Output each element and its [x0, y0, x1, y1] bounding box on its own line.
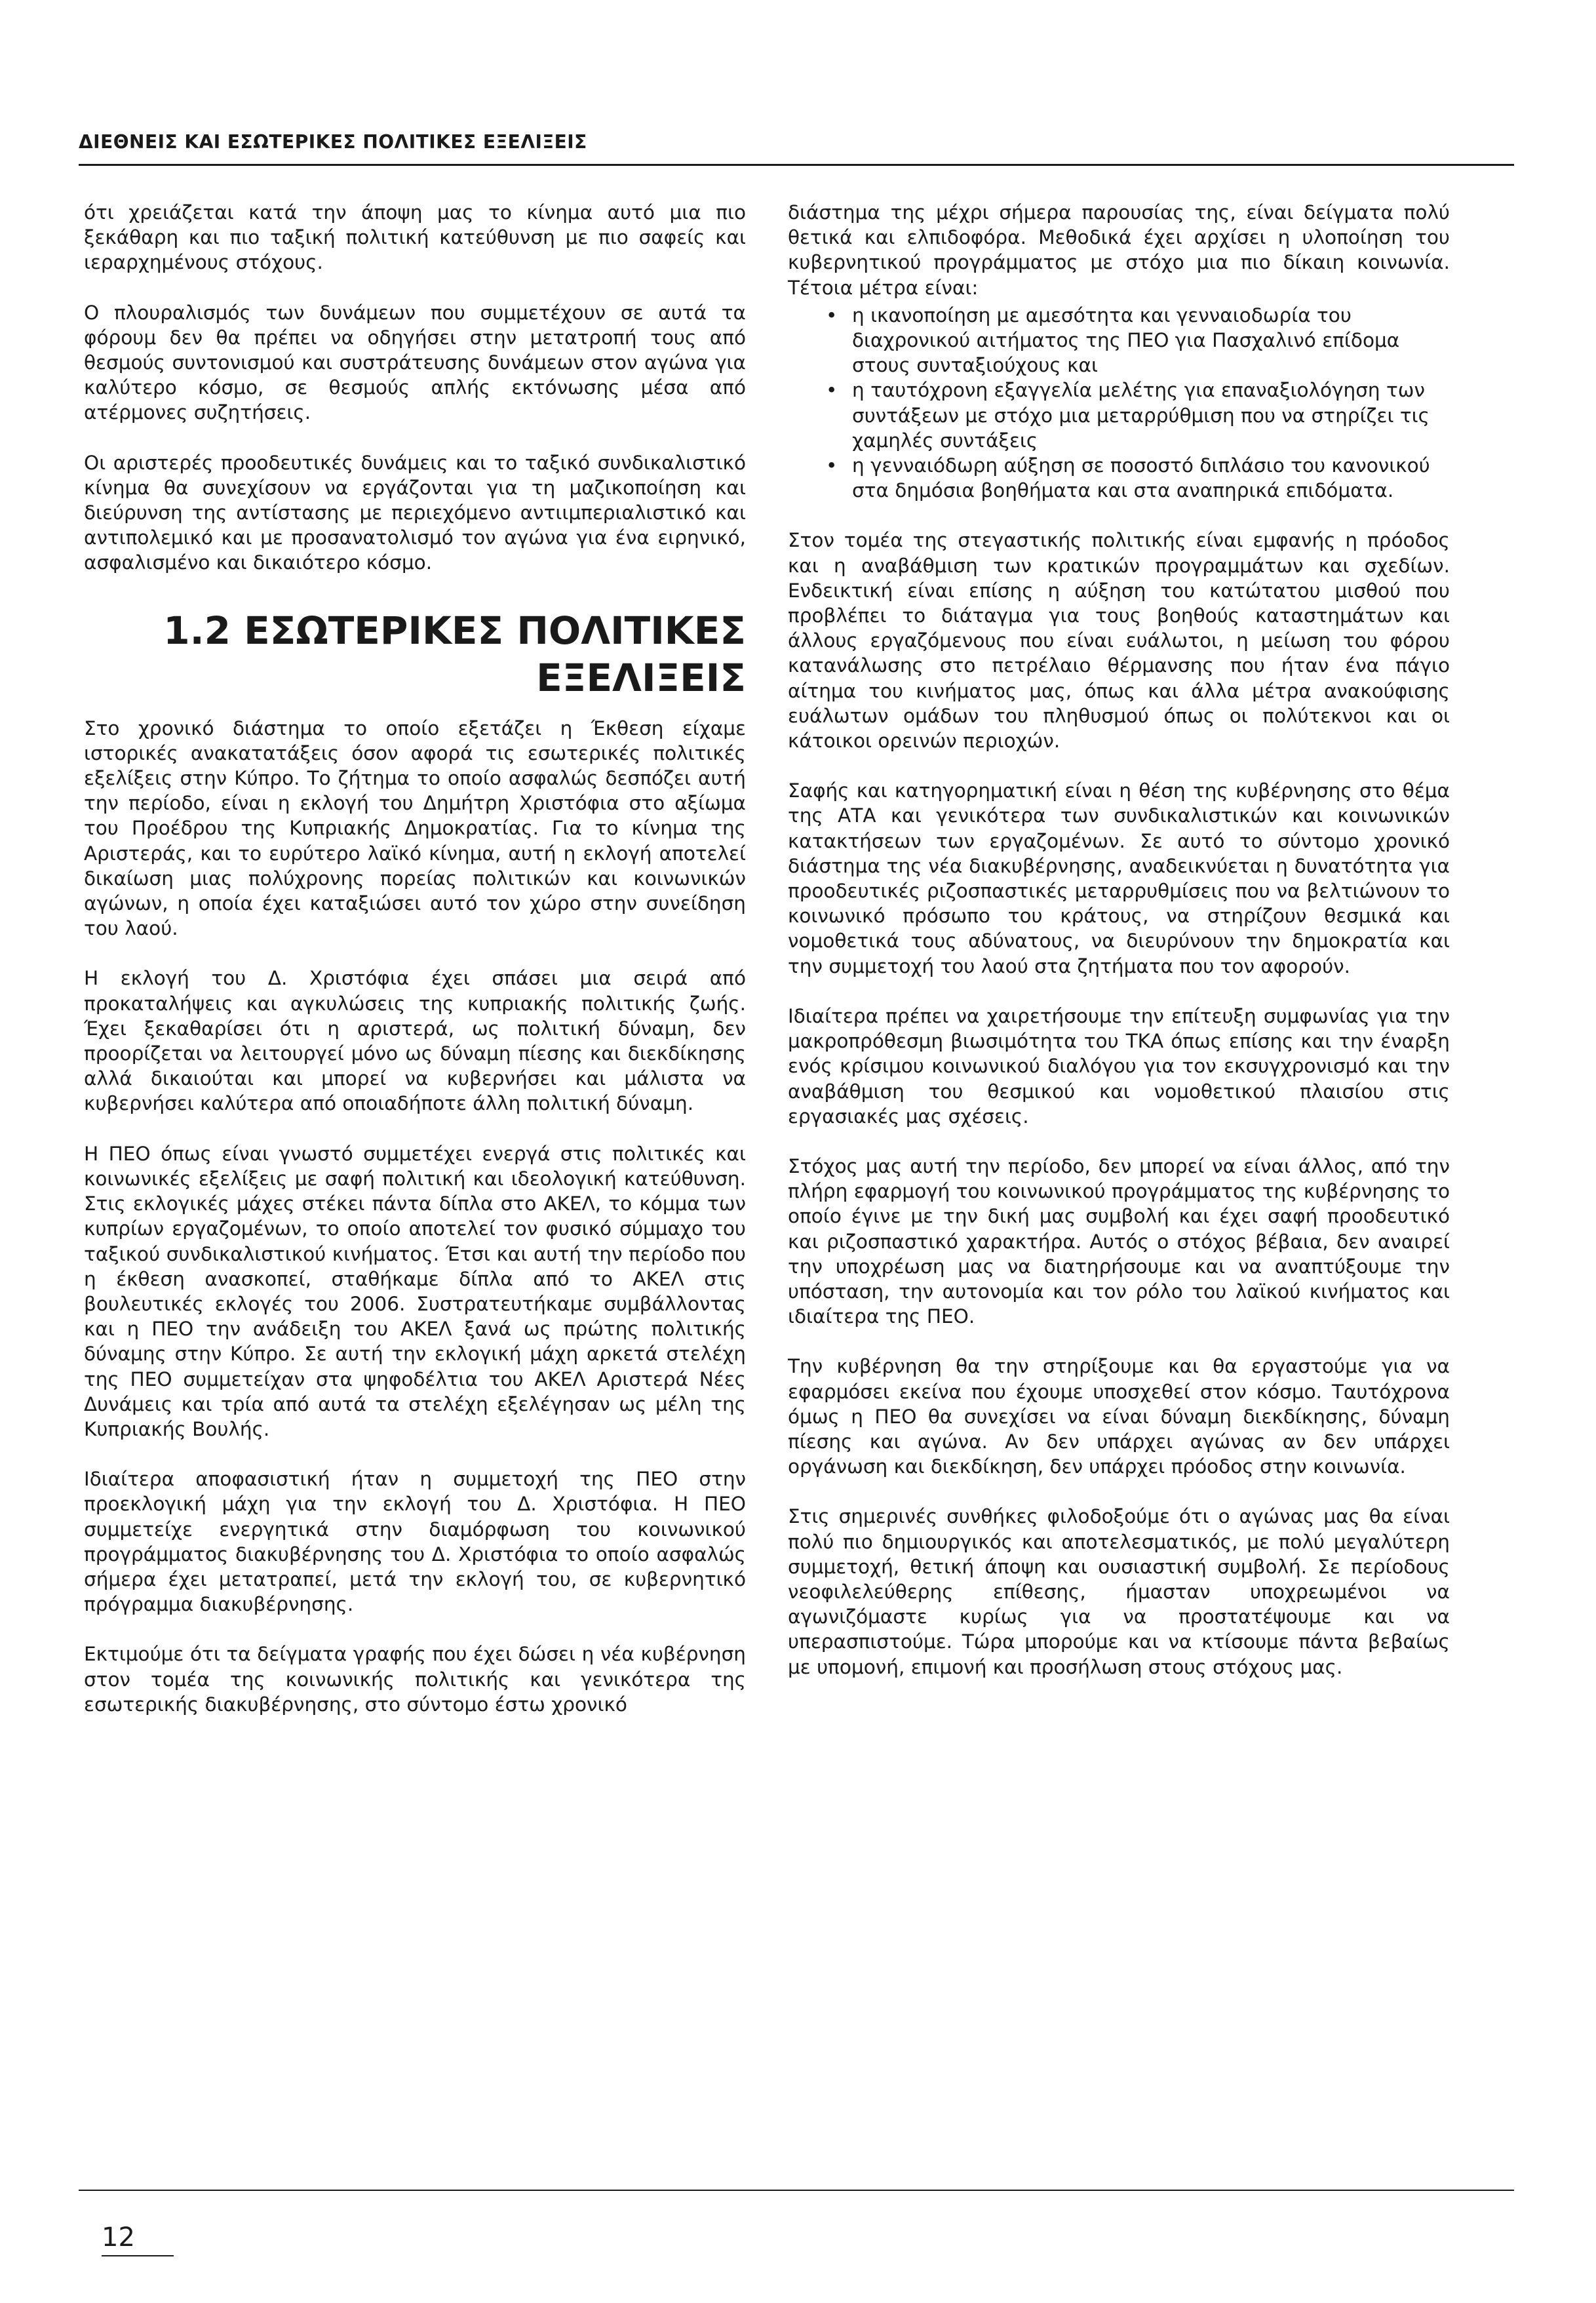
paragraph: Την κυβέρνηση θα την στηρίξουμε και θα εργαστούμε για να εφαρμόσει εκείνα που έχουμε υποσχεθεί στον κόσμο. Ταυτόχρονα όμως η ΠΕΟ θα συνεχίσει να είναι δύναμη διεκδίκησης, δύναμη πίεσης και αγώνα. Αν δεν υπάρχει αγώνας αν δεν υπάρχει οργάνωση και διεκδίκηση, δεν υπάρχει πρόοδος στην κοινωνία. — [788, 1355, 1450, 1478]
footer-rule — [79, 2190, 1514, 2191]
paragraph: Στο χρονικό διάστημα το οποίο εξετάζει η Έκθεση είχαμε ιστορικές ανακατατάξεις όσον αφορά τις εσωτερικές πολιτικές εξελίξεις στην Κύπρο. Το ζήτημα το οποίο ασφαλώς δεσπόζει αυτή την περίοδο, είναι η εκλογή του Δημήτρη Χριστόφια στο αξίωμα του Προέδρου της Κυπριακής Δημοκρατίας. Για το κίνημα της Αριστεράς, και το ευρύτερο λαϊκό κίνημα, αυτή η εκλογή αποτελεί δικαίωση μιας πολύχρονης πορείας πολιτικών και κοινωνικών αγώνων, η οποία έχει καταξιώσει αυτό τον χώρο στην συνείδηση του λαού. — [84, 717, 746, 940]
running-header: ΔΙΕΘΝΕΙΣ ΚΑΙ ΕΣΩΤΕΡΙΚΕΣ ΠΟΛΙΤΙΚΕΣ ΕΞΕΛΙΞΕΙΣ — [79, 131, 587, 153]
section-heading — [84, 607, 746, 701]
list-item: • η ικανοποίηση με αμεσότητα και γενναιοδωρία του διαχρονικού αιτήματος της ΠΕΟ για Πασχαλινό επίδομα στους συνταξιούχους και — [826, 303, 1450, 378]
list-item: • η γενναιόδωρη αύξηση σε ποσοστό διπλάσιο του κανονικού στα δημόσια βοηθήματα και στα αναπηρικά επιδόματα. — [826, 453, 1450, 503]
paragraph: Σαφής και κατηγορηματική είναι η θέση της κυβέρνησης στο θέμα της ΑΤΑ και γενικότερα των συνδικαλιστικών και κοινωνικών κατακτήσεων των εργαζομένων. Σε αυτό το σύντομο χρονικό διάστημα της νέα διακυβέρνησης, αναδεικνύεται η δυνατότητα για προοδευτικές ριζοσπαστικές μεταρρυθμίσεις που να βελτιώνουν το κοινωνικό πρόσωπο του κράτους, να στηρίζουν θεσμικά και νομοθετικά τους αδύνατους, να διευρύνουν την δημοκρατία και την συμμετοχή του λαού στα ζητήματα που τον αφορούν. — [788, 779, 1450, 977]
list-item: • η ταυτόχρονη εξαγγελία μελέτης για επαναξιολόγηση των συντάξεων με στόχο μια μεταρρύθμιση που να στηρίζει τις χαμηλές συντάξεις — [826, 378, 1450, 453]
paragraph: Στις σημερινές συνθήκες φιλοδοξούμε ότι ο αγώνας μας θα είναι πολύ πιο δημιουργικός και αποτελεσματικός, με πολύ μεγαλύτερη συμμετοχή, θετική άποψη και ουσιαστική συμβολή. Σε περίοδους νεοφιλελεύθερης επίθεσης, ήμασταν υποχρεωμένοι να αγωνιζόμαστε κυρίως για να προστατέψουμε και να υπερασπιστούμε. Τώρα μπορούμε και να κτίσουμε πάντα βεβαίως με υπομονή, επιμονή και προσήλωση στους στόχους μας. — [788, 1505, 1450, 1678]
paragraph: Η ΠΕΟ όπως είναι γνωστό συμμετέχει ενεργά στις πολιτικές και κοινωνικές εξελίξεις με σαφή πολιτική και ιδεολογική κατεύθυνση. Στις εκλογικές μάχες στέκει πάντα δίπλα στο ΑΚΕΛ, το κόμμα των κυπρίων εργαζομένων, το οποίο αποτελεί τον φυσικό σύμμαχο του ταξικού συνδικαλιστικού κινήματος. Έτσι και αυτή την περίοδο που η έκθεση ανασκοπεί, σταθήκαμε δίπλα από το ΑΚΕΛ στις βουλευτικές εκλογές του 2006. Συστρατευτήκαμε συμβάλλοντας και η ΠΕΟ την ανάδειξη του ΑΚΕΛ ξανά ως πρώτης πολιτικής δύναμης στην Κύπρο. Σε αυτή την εκλογική μάχη αρκετά στελέχη της ΠΕΟ συμμετείχαν στα ψηφοδέλτια του ΑΚΕΛ Αριστερά Νέες Δυνάμεις και τρία από αυτά τα στελέχη εξελέγησαν ως μέλη της Κυπριακής Βουλής. — [84, 1142, 746, 1440]
paragraph: Στόχος μας αυτή την περίοδο, δεν μπορεί να είναι άλλος, από την πλήρη εφαρμογή του κοινωνικού προγράμματος της κυβέρνησης το οποίο έγινε με την δική μας συμβολή και έχει σαφή προοδευτικό και ριζοσπαστικό χαρακτήρα. Αυτός ο στόχος βέβαια, δεν αναιρεί την υποχρέωση μας να διατηρήσουμε και να αναπτύξουμε την υπόσταση, την αυτονομία και τον ρόλο του λαϊκού κινήματος και ιδιαίτερα της ΠΕΟ. — [788, 1154, 1450, 1328]
header-rule — [79, 164, 1514, 166]
right-column — [788, 200, 1450, 1704]
paragraph: Στον τομέα της στεγαστικής πολιτικής είναι εμφανής η πρόοδος και η αναβάθμιση των κρατικών προγραμμάτων και σχεδίων. Ενδεικτική είναι επίσης η αύξηση του κατώτατου μισθού που προβλέπει το διάταγμα για τους βοηθούς καταστημάτων και άλλους εργαζόμενους που είναι ευάλωτοι, η μείωση του φόρου κατανάλωσης στο πετρέλαιο θέρμανσης που ήταν ένα πάγιο αίτημα του κινήματος μας, όπως και άλλα μέτρα ανακούφισης ευάλωτων ομάδων του πληθυσμού όπως οι πολύτεκνοι και οι κάτοικοι ορεινών περιοχών. — [788, 529, 1450, 753]
page-number: 12 — [102, 2222, 174, 2256]
measures-list — [788, 303, 1450, 503]
paragraph: Εκτιμούμε ότι τα δείγματα γραφής που έχει δώσει η νέα κυβέρνηση στον τομέα της κοινωνικής πολιτικής και γενικότερα της εσωτερικής διακυβέρνησης, στο σύντομο έστω χρονικό — [84, 1643, 746, 1716]
paragraph: Ιδιαίτερα πρέπει να χαιρετήσουμε την επίτευξη συμφωνίας για την μακροπρόθεσμη βιωσιμότητα του ΤΚΑ όπως επίσης και την έναρξη ενός κρίσιμου κοινωνικού διαλόγου για τον εκσυγχρονισμό και την αναβάθμιση του θεσμικού και νομοθετικού πλαισίου στις εργασιακές μας σχέσεις. — [788, 1004, 1450, 1128]
paragraph: Ο πλουραλισμός των δυνάμεων που συμμετέχουν σε αυτά τα φόρουμ δεν θα πρέπει να οδηγήσει στην μετατροπή τους από θεσμούς συντονισμού και συστράτευσης δυνάμεων στον αγώνα για καλύτερο κόσμο, σε θεσμούς απλής εκτόνωσης μέσα από ατέρμονες συζητήσεις. — [84, 301, 746, 424]
paragraph: διάστημα της μέχρι σήμερα παρουσίας της, είναι δείγματα πολύ θετικά και ελπιδοφόρα. Μεθοδικά έχει αρχίσει η υλοποίηση του κυβερνητικού προγράμματος με στόχο μια πιο δίκαιη κοινωνία. Τέτοια μέτρα είναι: — [788, 201, 1450, 299]
paragraph: ότι χρειάζεται κατά την άποψη μας το κίνημα αυτό μια πιο ξεκάθαρη και πιο ταξική πολιτική κατεύθυνση με πιο σαφείς και ιεραρχημένους στόχους. — [84, 201, 746, 274]
paragraph: Η εκλογή του Δ. Χριστόφια έχει σπάσει μια σειρά από προκαταλήψεις και αγκυλώσεις της κυπριακής πολιτικής ζωής. Έχει ξεκαθαρίσει ότι η αριστερά, ως πολιτική δύναμη, δεν προορίζεται να λειτουργεί μόνο ως δύναμη πίεσης και διεκδίκησης αλλά δικαιούται και μπορεί να κυβερνήσει και μάλιστα να κυβερνήσει καλύτερα από οποιαδήποτε άλλη πολιτική δύναμη. — [84, 967, 746, 1115]
left-column — [84, 200, 746, 1742]
section-heading-line-2: ΕΞΕΛΙΞΕΙΣ — [536, 655, 746, 700]
paragraph: Οι αριστερές προοδευτικές δυνάμεις και το ταξικό συνδικαλιστικό κίνημα θα συνεχίσουν να εργάζονται για τη μαζικοποίηση και διεύρυνση της αντίστασης με περιεχόμενο αντιιμπεριαλιστικό και αντιπολεμικό και με προσανατολισμό τον αγώνα για ένα ειρηνικό, ασφαλισμένο και δικαιότερο κόσμο. — [84, 451, 746, 574]
paragraph: Ιδιαίτερα αποφασιστική ήταν η συμμετοχή της ΠΕΟ στην προεκλογική μάχη για την εκλογή του Δ. Χριστόφια. Η ΠΕΟ συμμετείχε ενεργητικά στην διαμόρφωση του κοινωνικού προγράμματος διακυβέρνησης του Δ. Χριστόφια το οποίο ασφαλώς σήμερα έχει μετατραπεί, μετά την εκλογή του, σε κυβερνητικό πρόγραμμα διακυβέρνησης. — [84, 1468, 746, 1616]
section-heading-line-1: 1.2 ΕΣΩΤΕΡΙΚΕΣ ΠΟΛΙΤΙΚΕΣ — [163, 608, 746, 653]
